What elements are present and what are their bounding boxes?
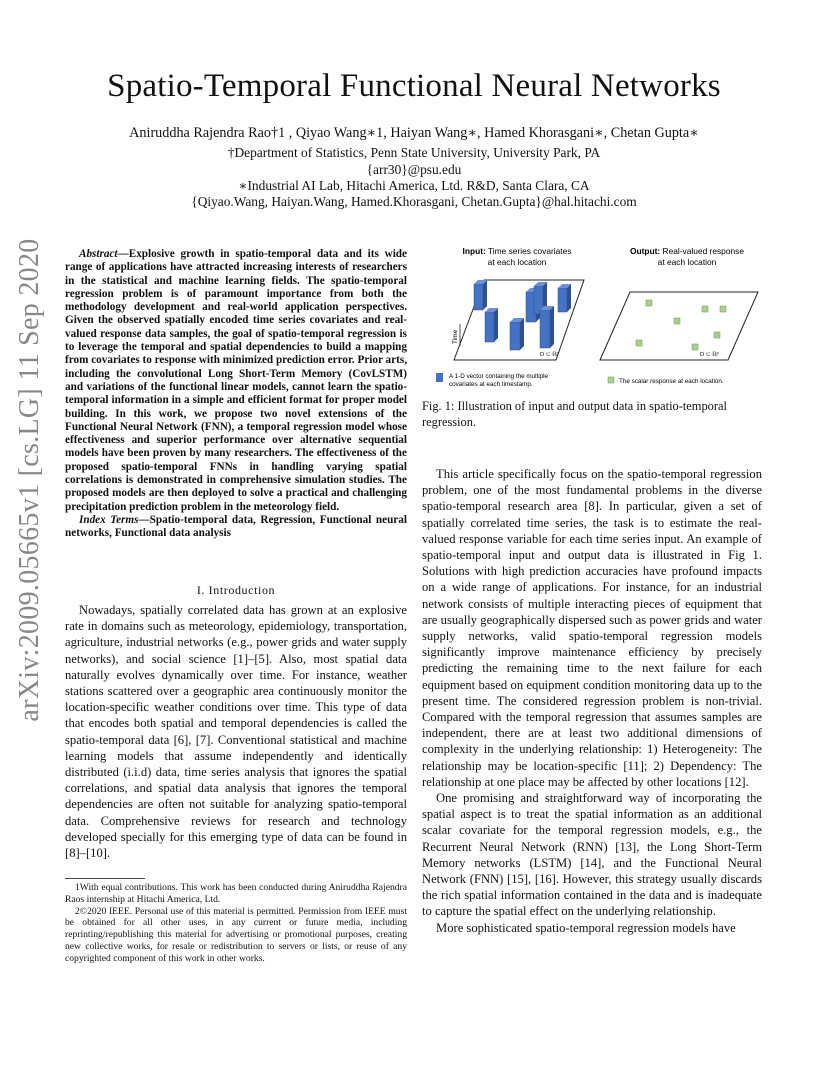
bar-7 [558,284,571,312]
right-paragraph-1: This article specifically focus on the spatio-temporal regression problem, one of the most fundamental problems in the diverse spatio-temporal research area [8]. In particular, given a set of spatially correlated time series, the task is to estimate the real-valued response variable for each time series input. An example of spatio-temporal input and output data is illustrated in Fig 1. Solutions with high prediction accuracies have profound impacts on a wide range of applications. For instance, for an industrial network consists of multiple interacting pieces of equipment that are usually geographically dispersed such as power grids and water supply networks, valid spatio-temporal regression models significantly improve maintenance efficiency by precisely predicting the remaining time to the next failure for each equipment based on equipment condition monitoring data up to the present time. The considered regression problem is non-trivial. Compared with the temporal regression that assumes samples are independent, there are at least two additional dimensions of complexity in the underlying relationship: 1) Heterogeneity: The relationship may be location-specific [11]; 2) Dependency: The relationship at one place may be affected by other locations [12]. [422,467,762,789]
legend-square-swatch [608,377,614,383]
square-1 [646,300,652,306]
right-paragraph-2: One promising and straightforward way of incorporating the spatial aspect is to treat the spatial information as an additional scalar covariate for the temporal regression models, e.g., the Recurrent Neural Network (RNN) [13], the Long Short-Term Memory networks (LSTM) [14], and the Functional Neural Network (FNN) [15], [16]. However, this strategy usually discards the rich spatial information contained in the data and is inadequate to capture the spatial effect on the underlying relationship. [422,791,762,919]
right-paragraph-3: More sophisticated spatio-temporal regression models have [436,920,736,935]
right-column-text [422,466,762,936]
output-space-plane [600,292,758,360]
output-title: Output: Real-valued response [629,246,745,256]
time-axis-label: Time [452,329,459,344]
square-3 [720,306,726,312]
square-2 [702,306,708,312]
arxiv-sidebar [10,190,50,770]
square-7 [692,344,698,350]
bar-4 [510,318,524,350]
paper-title: Spatio-Temporal Functional Neural Networks [107,68,721,104]
author-list: Aniruddha Rajendra Rao†1 , Qiyao Wang∗1, Haiyan Wang∗, Hamed Khorasgani∗, Chetan Gupta∗ [129,125,699,141]
section-heading-introduction: I. Introduction [196,583,276,597]
introduction-paragraph [65,602,407,861]
arxiv-identifier[interactable]: arXiv:2009.05665v1 [cs.LG] 11 Sep 2020 [14,238,45,722]
bar-6 [540,306,554,348]
figure-caption: Fig. 1: Illustration of input and output data in spatio-temporal regression. [422,399,727,429]
input-title: Input: Time series covariates [462,246,572,256]
footnote-rule [65,878,145,879]
response-squares [636,300,726,350]
square-6 [636,340,642,346]
covariate-bars [474,280,571,350]
output-title-line2: at each location [657,257,717,267]
bar-2 [485,308,498,342]
intro-paragraph-1: Nowadays, spatially correlated data has grown at an explosive rate in domains such as meteorology, epidemiology, transportation, agriculture, industrial networks (e.g., power grids and water supply networks), and social science [1]–[5]. Also, most spatial data naturally evolves dynamically over time. For instance, weather stations scattered over a geographic area continuously monitor the location-specific weather conditions over time. This type of data that encodes both spatial and temporal dependencies is called the spatio-temporal data [6], [7]. Conventional statistical and machine learning models that assume independently and identically distributed (i.i.d) data, time series analysis that ignores the spatial correlations, and spatial data analysis that ignores the temporal dependencies are often not suitable for analyzing spatio-temporal data. Comprehensive reviews for research and technology developed specially for this emerging type of data can be found in [8]–[10]. [65,603,407,861]
output-space-label: D ⊂ ℝ² [700,352,719,358]
input-space-label: D ⊂ ℝ² [540,352,559,358]
index-terms-label: Index Terms [79,513,139,526]
bar-1 [474,280,487,310]
email-hitachi: {Qiyao.Wang, Haiyan.Wang, Hamed.Khorasgani, Chetan.Gupta}@hal.hitachi.com [191,194,637,209]
square-5 [714,332,720,338]
affiliation-hitachi: ∗Industrial AI Lab, Hitachi America, Ltd. R&D, Santa Clara, CA [238,178,590,193]
legend-bar-swatch [436,373,443,382]
email-psu: {arr30}@psu.edu [366,162,462,177]
legend-bar-text: A 1-D vector containing the multiple covariates at each timestamp. [449,373,549,388]
footnotes [65,882,407,965]
abstract-body: —Explosive growth in spatio-temporal data and its wide range of applications have attracted increasing interests of researchers in the statistical and machine learning fields. The spatio-temporal regression problem is of paramount importance from both the methodology development and real-world application perspectives. Given the observed spatially encoded time series covariates and real-valued response data samples, the goal of spatio-temporal regression is to leverage the temporal and spatial dependencies to build a mapping from covariates to response with minimized prediction error. Prior arts, including the convolutional Long Short-Term Memory (CovLSTM) and variations of the functional linear models, cannot learn the spatio-temporal information in a simple and efficient format for proper model building. In this work, we propose two novel extensions of the Functional Neural Network (FNN), a temporal regression model whose effectiveness and superior performance over alternative sequential models have been proven by many researchers. The effectiveness of the proposed spatio-temporal FNNs in handling varying spatial correlations is demonstrated in comprehensive simulation studies. The proposed models are then deployed to solve a practical and challenging precipitation prediction problem in the meteorology field. [65,248,407,513]
legend-square-text: The scalar response at each location. [619,378,724,385]
footnote-1: 1With equal contributions. This work has been conducted during Aniruddha Rajendra Raos internship at Hitachi America, Ltd. [65,882,407,905]
footnote-2: 2©2020 IEEE. Personal use of this material is permitted. Permission from IEEE must be obtained for all other uses, in any current or future media, including reprinting/republishing this material for advertising or promotional purposes, creating new collective works, for resale or redistribution to servers or lists, or reuse of any copyrighted component of this work in other works. [65,905,407,964]
square-4 [674,318,680,324]
abstract-label: Abstract [79,248,118,260]
figure-1 [422,240,767,390]
input-title-line2: at each location [487,257,547,267]
abstract [65,248,407,541]
affiliation-psu: †Department of Statistics, Penn State University, University Park, PA [227,145,601,160]
index-terms-body: —Spatio-temporal data, Regression, Functional neural networks, Functional data analysis [65,513,407,540]
